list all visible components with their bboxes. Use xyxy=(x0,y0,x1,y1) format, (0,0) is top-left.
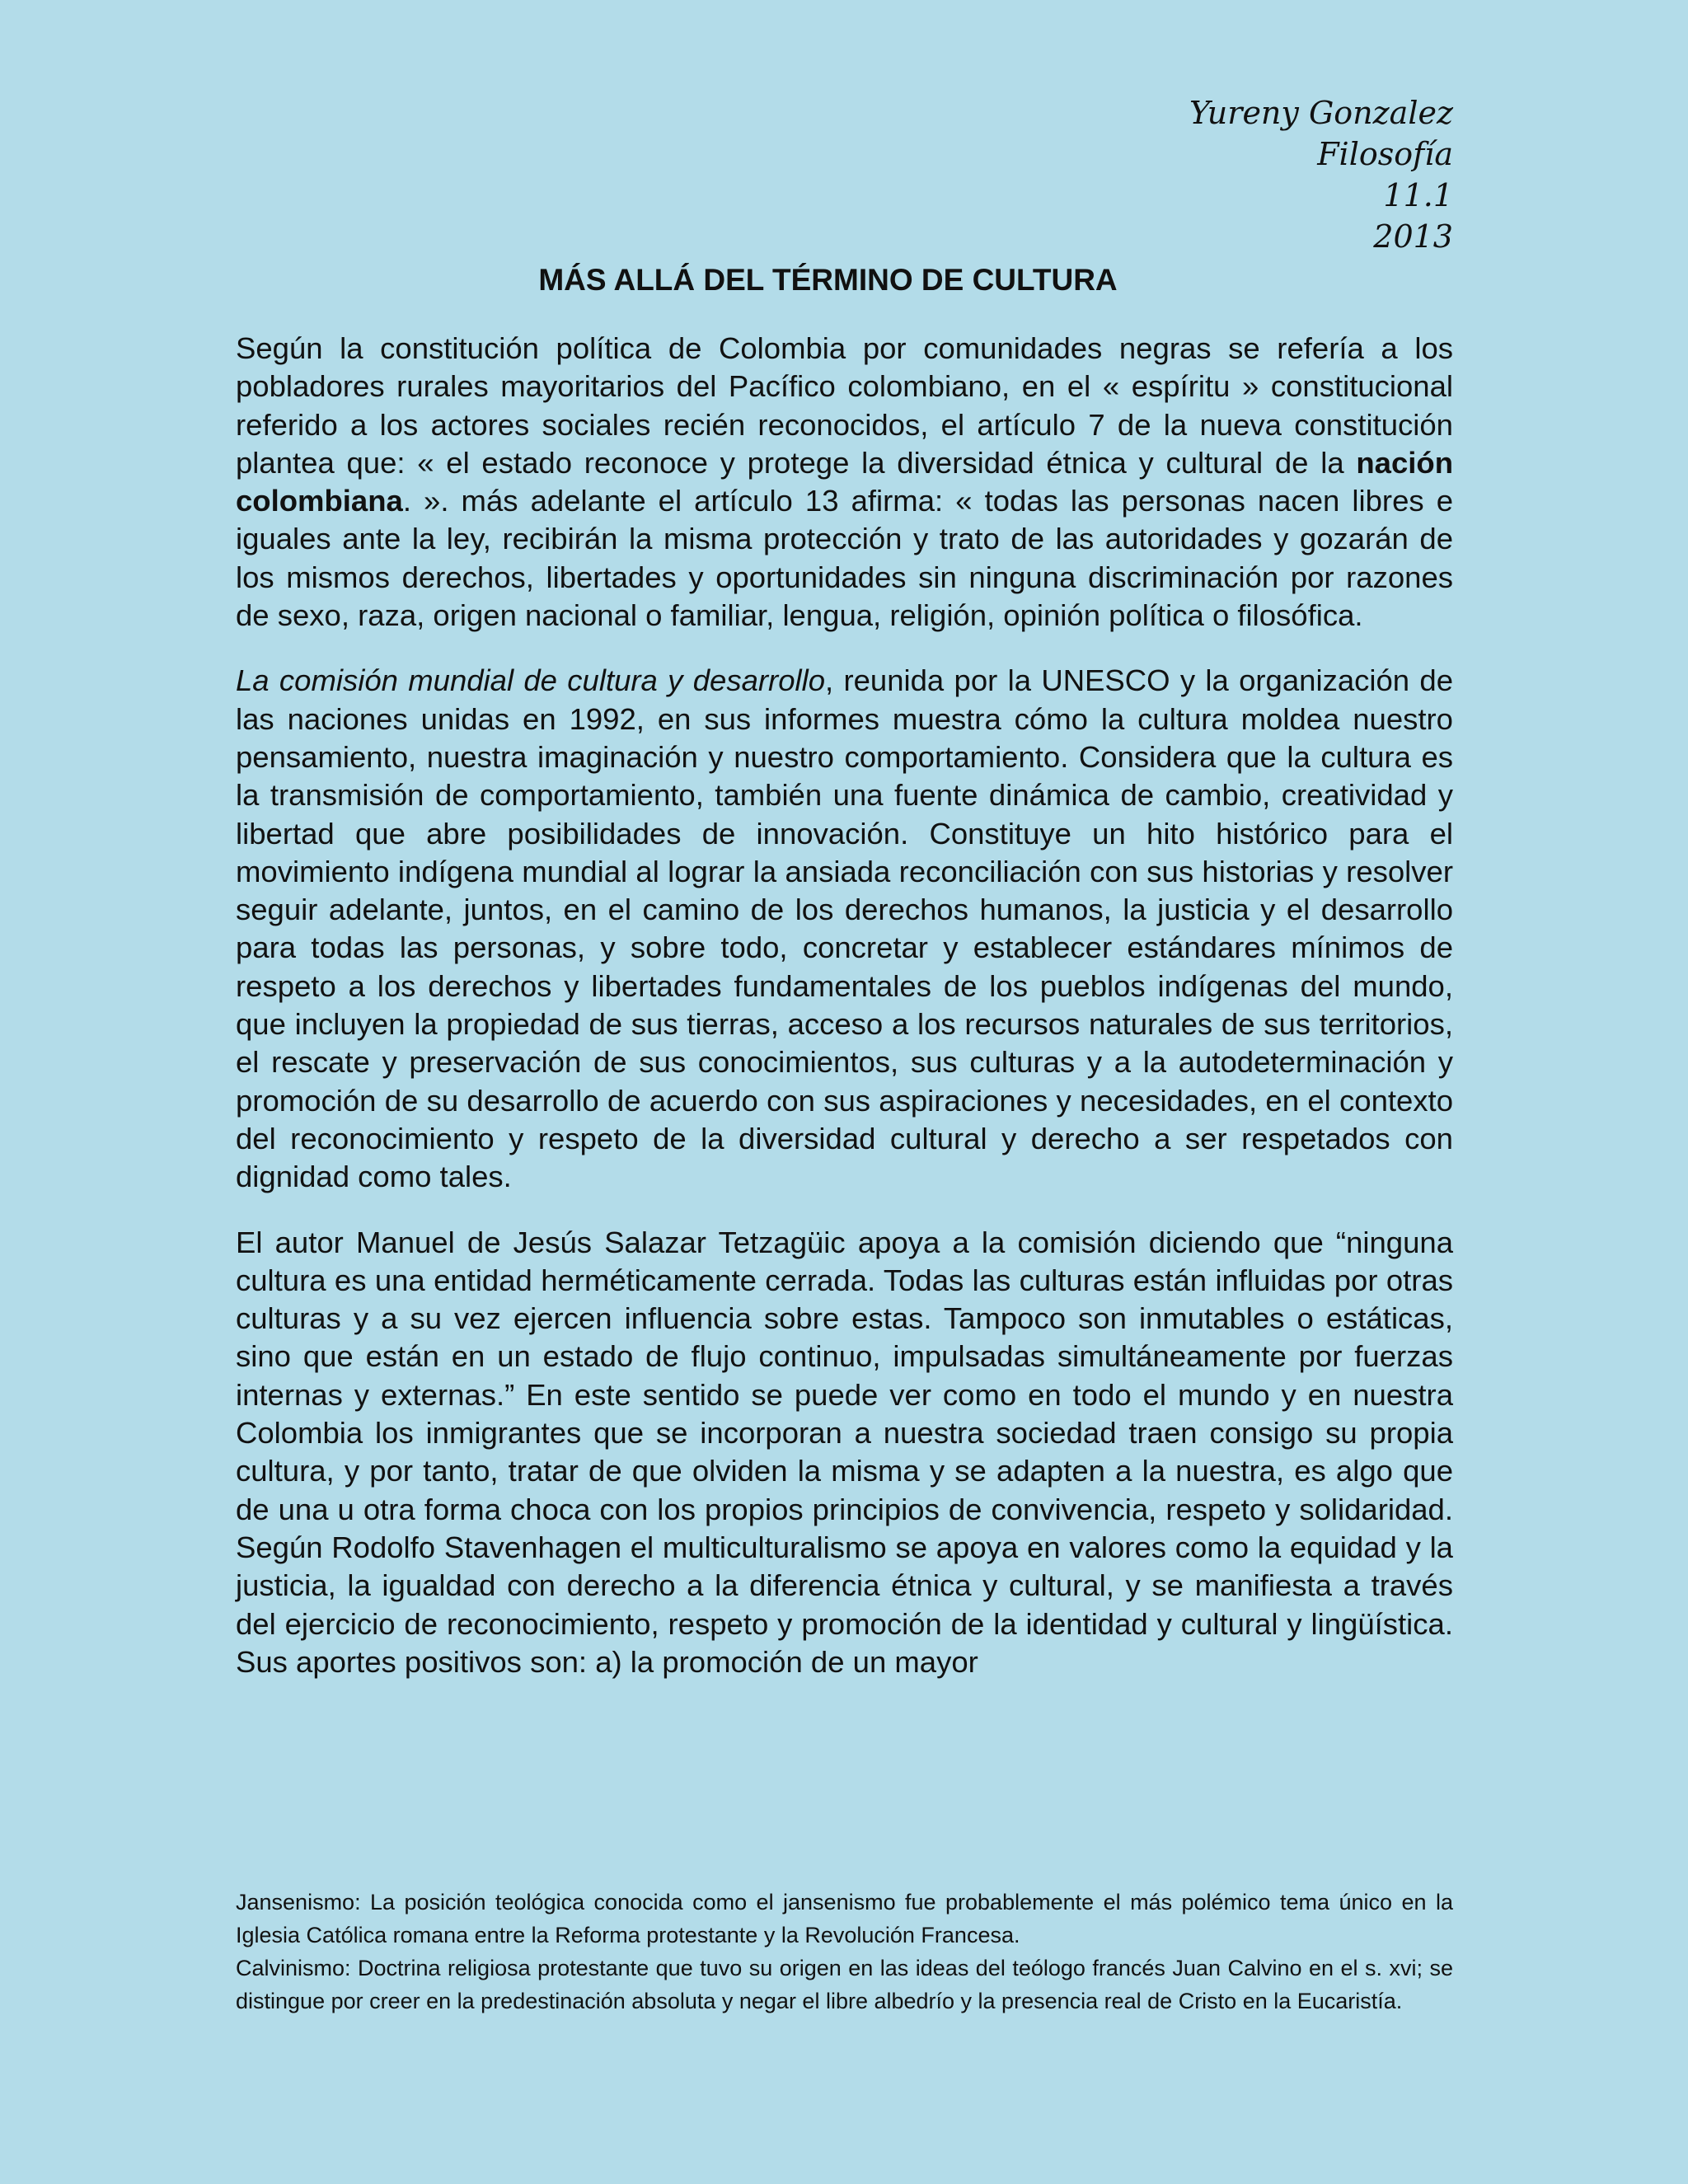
author-name: Yureny Gonzalez xyxy=(1189,95,1453,131)
paragraph-1-bold: nación colombiana xyxy=(236,445,1453,518)
paragraph-1-text-b: . ». más adelante el artículo 13 afirma: « todas las personas nacen libres e iguales ante la ley, recibirán la misma protección y trato de las autoridades y gozarán de los mismos derechos, libertades y oportunidades sin ninguna discriminación por razones de sexo, raza, origen nacional o familiar, lengua, religión, opinión política o filosófica. xyxy=(236,484,1453,633)
paragraph-1 xyxy=(236,330,1453,635)
grade-label: 11.1 xyxy=(1383,177,1453,213)
author-header xyxy=(1189,92,1453,257)
paragraph-3: El autor Manuel de Jesús Salazar Tetzagüic apoya a la comisión diciendo que “ninguna cultura es una entidad herméticamente cerrada. Todas las culturas están influidas por otras culturas y a su vez ejercen influencia sobre estas. Tampoco son inmutables o estáticas, sino que están en un estado de flujo continuo, impulsadas simultáneamente por fuerzas internas y externas.” En este sentido se puede ver como en todo el mundo y en nuestra Colombia los inmigrantes que se incorporan a nuestra sociedad traen consigo su propia cultura, y por tanto, tratar de que olviden la misma y se adapten a la nuestra, es algo que de una u otra forma choca con los propios principios de convivencia, respeto y solidaridad. Según Rodolfo Stavenhagen el multiculturalismo se apoya en valores como la equidad y la justicia, la igualdad con derecho a la diferencia étnica y cultural, y se manifiesta a través del ejercicio de reconocimiento, respeto y promoción de la identidad y cultural y lingüística. Sus aportes positivos son: a) la promoción de un mayor xyxy=(236,1225,1453,1679)
paragraph-2-italic: La comisión mundial de cultura y desarrollo xyxy=(236,663,826,698)
document-body xyxy=(236,330,1453,1708)
footnotes xyxy=(236,1886,1453,2018)
subject-name: Filosofía xyxy=(1317,136,1453,172)
paragraph-2-text: , reunida por la UNESCO y la organización de las naciones unidas en 1992, en sus informes muestra cómo la cultura moldea nuestro pensamiento, nuestra imaginación y nuestro comportamiento. Considera que la cultura es la transmisión de comportamiento, también una fuente dinámica de cambio, creatividad y libertad que abre posibilidades de innovación. Constituye un hito histórico para el movimiento indígena mundial al lograr la ansiada reconciliación con sus historias y resolver seguir adelante, juntos, en el camino de los derechos humanos, la justicia y el desarrollo para todas las personas, y sobre todo, concretar y establecer estándares mínimos de respeto a los derechos y libertades fundamentales de los pueblos indígenas del mundo, que incluyen la propiedad de sus tierras, acceso a los recursos naturales de sus territorios, el rescate y preservación de sus conocimientos, sus culturas y a la autodeterminación y promoción de su desarrollo de acuerdo con sus aspiraciones y necesidades, en el contexto del reconocimiento y respeto de la diversidad cultural y derecho a ser respetados con dignidad como tales. xyxy=(236,663,1453,1194)
year-label: 2013 xyxy=(1373,218,1453,255)
page-title: MÁS ALLÁ DEL TÉRMINO DE CULTURA xyxy=(538,263,1118,297)
paragraph-2 xyxy=(236,662,1453,1196)
footnote-jansenismo: Jansenismo: La posición teológica conocida como el jansenismo fue probablemente el más polémico tema único en la Iglesia Católica romana entre la Reforma protestante y la Revolución Francesa. xyxy=(236,1890,1453,1947)
paragraph-1-text-a: Según la constitución política de Colombia por comunidades negras se refería a los pobladores rurales mayoritarios del Pacífico colombiano, en el « espíritu » constitucional referido a los actores sociales recién reconocidos, el artículo 7 de la nueva constitución plantea que: « el estado reconoce y protege la diversidad étnica y cultural de la xyxy=(236,331,1453,480)
footnote-calvinismo: Calvinismo: Doctrina religiosa protestante que tuvo su origen en las ideas del teólogo francés Juan Calvino en el s. xvi; se distingue por creer en la predestinación absoluta y negar el libre albedrío y la presencia real de Cristo en la Eucaristía. xyxy=(236,1956,1453,2013)
